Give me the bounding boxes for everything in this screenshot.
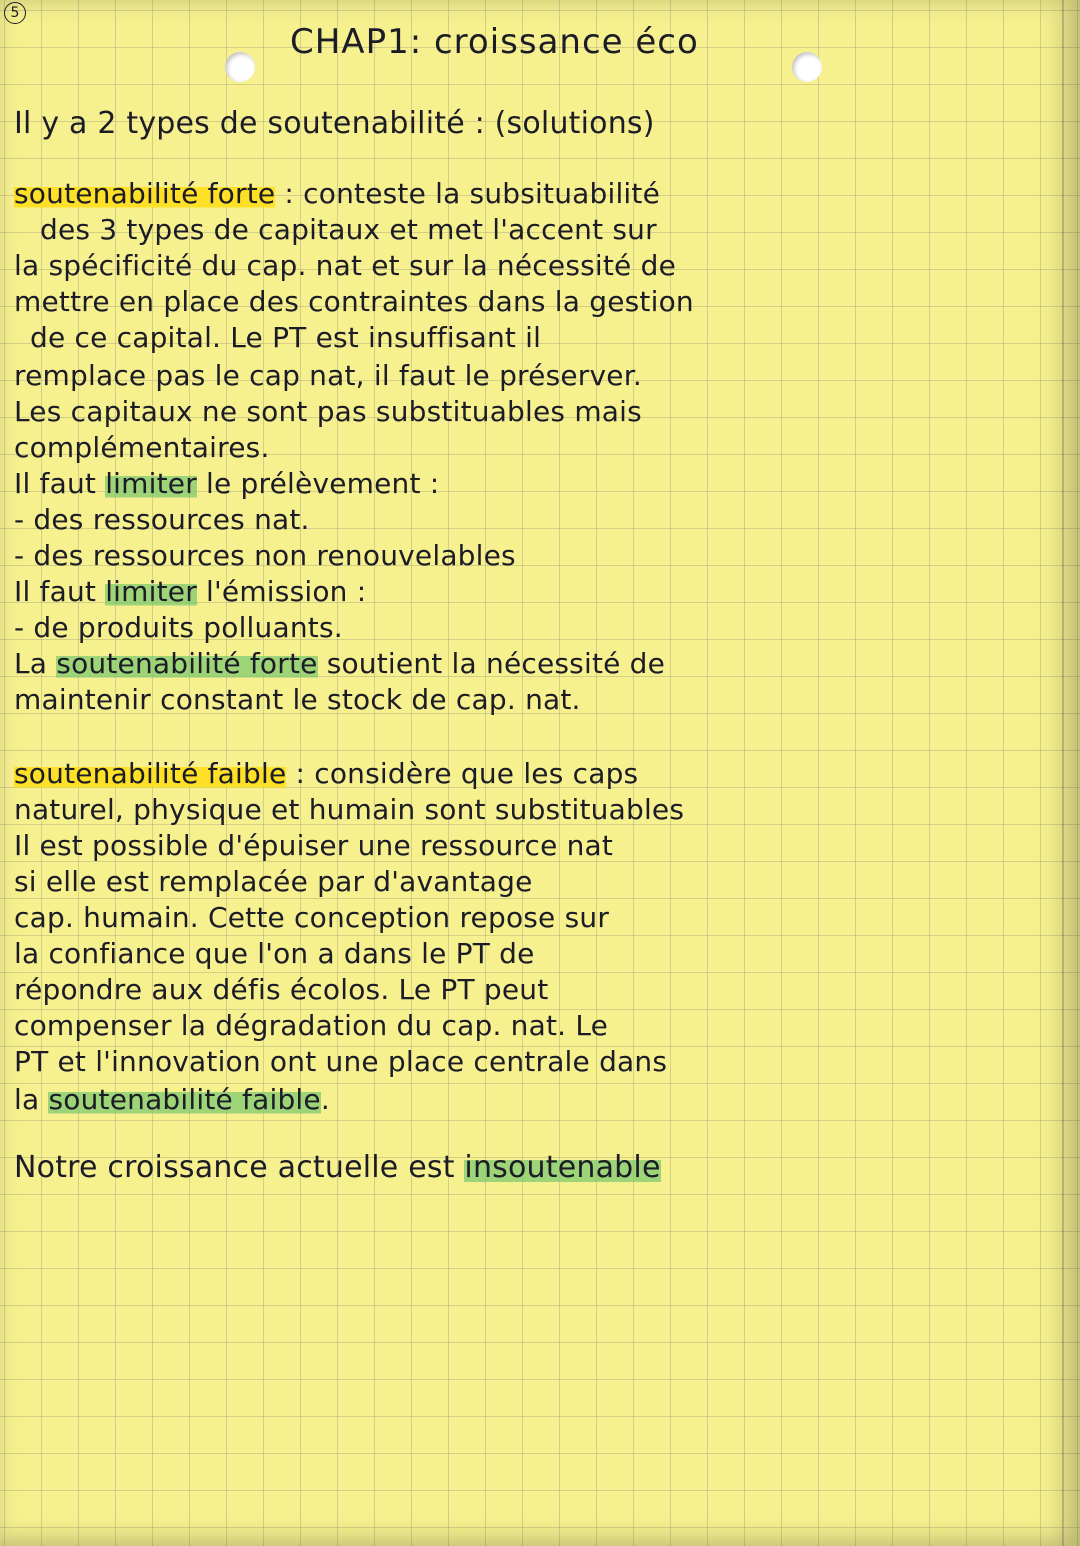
faible-highlight: soutenabilité faible [48,1083,321,1116]
limit-highlight: limiter [105,467,197,500]
limit-line-2 [14,574,366,610]
page-title: CHAP1: croissance éco [290,22,699,62]
forte-line: Les capitaux ne sont pas substituables mais [14,395,642,428]
conclusion-highlight: soutenabilité forte [56,647,318,680]
limit-text: le prélèvement : [206,467,440,500]
faible-line: Il est possible d'épuiser une ressource nat [14,829,614,862]
forte-heading: soutenabilité forte [14,177,276,210]
forte-line: des 3 types de capitaux et met l'accent sur [40,213,657,246]
forte-line: : conteste la subsituabilité [284,177,661,210]
conclusion-text: soutient la nécessité de [326,647,666,680]
faible-line: répondre aux défis écolos. Le PT peut [14,973,549,1006]
faible-line: PT et l'innovation ont une place centrale dans [14,1045,668,1078]
forte-line: la spécificité du cap. nat et sur la nécessité de [14,249,676,282]
limit-highlight: limiter [105,575,197,608]
limit-line-1 [14,466,439,502]
faible-text: la [14,1083,40,1116]
limit-text: Il faut [14,467,97,500]
faible-last-line [14,1082,330,1118]
forte-line: de ce capital. Le PT est insuffisant il [30,321,542,354]
limit-text: Il faut [14,575,97,608]
page-number: 5 [4,2,26,24]
forte-conclusion-2: maintenir constant le stock de cap. nat. [14,683,581,716]
faible-line: compenser la dégradation du cap. nat. Le [14,1009,609,1042]
faible-line: naturel, physique et humain sont substituables [14,793,685,826]
limit-text: l'émission : [206,575,367,608]
intro-line: Il y a 2 types de soutenabilité : (solutions) [14,106,655,141]
faible-line: la confiance que l'on a dans le PT de [14,937,535,970]
conclusion-text: La [14,647,48,680]
final-line [14,1150,661,1186]
forte-first-line [14,176,660,212]
list-item: - de produits polluants. [14,611,343,644]
margin-line [1062,0,1064,1546]
forte-conclusion [14,646,665,682]
list-item: - des ressources non renouvelables [14,539,516,572]
faible-first-line [14,756,638,792]
faible-heading: soutenabilité faible [14,757,287,790]
final-highlight: insoutenable [464,1150,661,1185]
list-item: - des ressources nat. [14,503,310,536]
punch-hole [225,52,255,82]
final-text: Notre croissance actuelle est [14,1150,455,1185]
faible-text: . [320,1083,330,1116]
faible-line: cap. humain. Cette conception repose sur [14,901,610,934]
faible-line: : considère que les caps [295,757,639,790]
forte-line: mettre en place des contraintes dans la gestion [14,285,694,318]
faible-line: si elle est remplacée par d'avantage [14,865,533,898]
forte-line: remplace pas le cap nat, il faut le préserver. [14,359,642,392]
punch-hole [792,52,822,82]
forte-line: complémentaires. [14,431,270,464]
